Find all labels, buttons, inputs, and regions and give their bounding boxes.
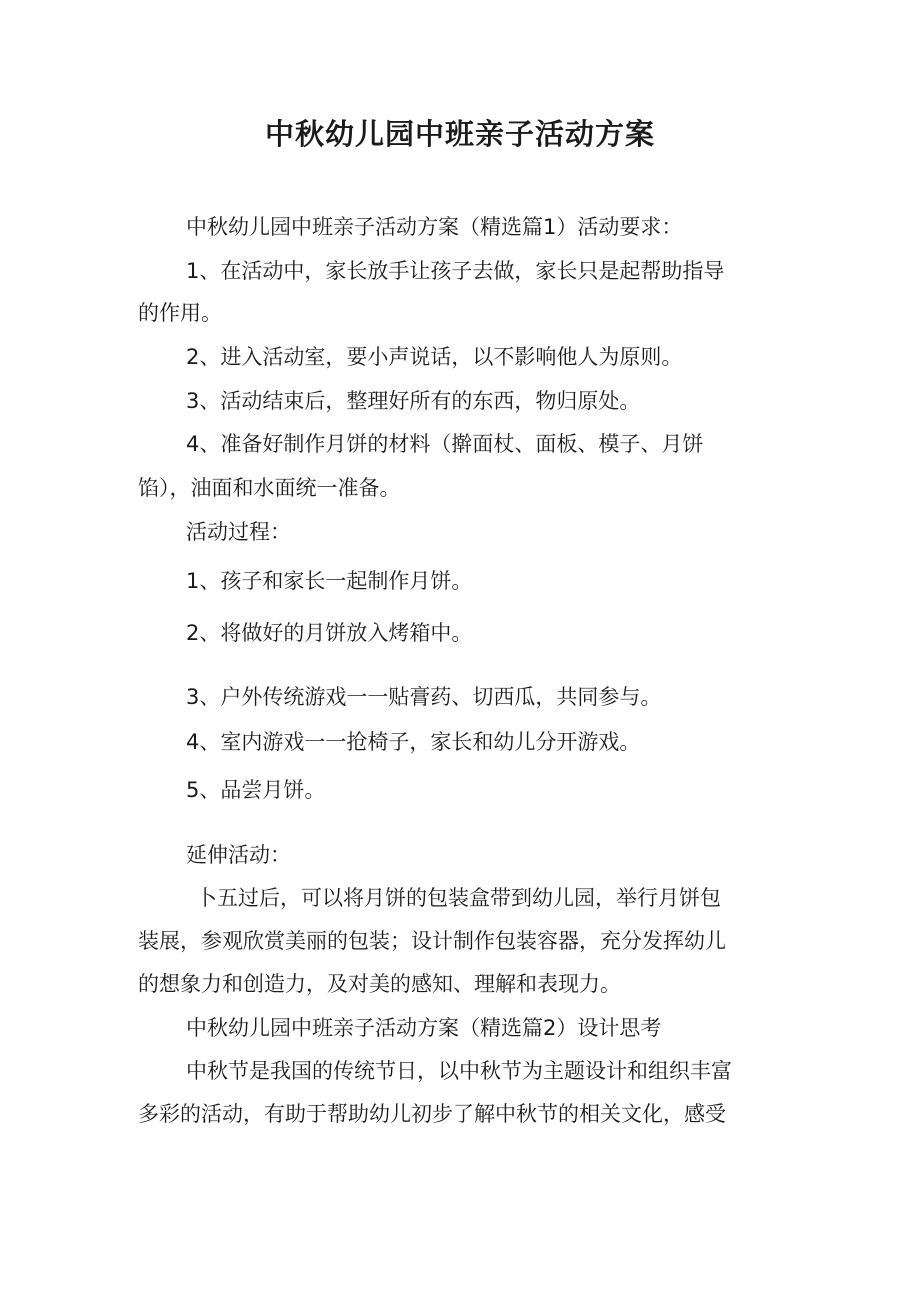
- paragraph-line: 馅），油面和水面统一准备。: [138, 476, 401, 500]
- paragraph-line: 卜五过后，可以将月饼的包装盒带到幼儿园，举行月饼包: [196, 886, 721, 910]
- paragraph-line: 1、孩子和家长一起制作月饼。: [186, 569, 473, 593]
- paragraph-line: 的想象力和创造力，及对美的感知、理解和表现力。: [138, 972, 621, 996]
- paragraph-line: 多彩的活动，有助于帮助幼儿初步了解中秋节的相关文化，感受: [138, 1102, 726, 1126]
- paragraph-line: 5、品尝月饼。: [186, 778, 326, 802]
- paragraph-line: 3、活动结束后，整理好所有的东西，物归原处。: [186, 389, 641, 413]
- paragraph-line: 的作用。: [138, 301, 222, 325]
- section-2-heading: 中秋幼儿园中班亲子活动方案（精选篇2）设计思考: [186, 1016, 662, 1040]
- section-1-heading: 中秋幼儿园中班亲子活动方案（精选篇1）活动要求：: [186, 215, 683, 239]
- paragraph-line: 4、准备好制作月饼的材料（擀面杖、面板、模子、月饼: [186, 432, 704, 456]
- paragraph-line: 2、进入活动室，要小声说话，以不影响他人为原则。: [186, 345, 683, 369]
- paragraph-line: 2、将做好的月饼放入烤箱中。: [186, 621, 473, 645]
- subheading-activity-process: 活动过程：: [186, 520, 291, 544]
- document-title: 中秋幼儿园中班亲子活动方案: [264, 117, 655, 151]
- paragraph-line: 3、户外传统游戏一一贴膏药、切西瓜，共同参与。: [186, 685, 662, 709]
- paragraph-line: 4、室内游戏一一抢椅子，家长和幼儿分开游戏。: [186, 730, 641, 754]
- paragraph-line: 1、在活动中，家长放手让孩子去做，家长只是起帮助指导: [186, 259, 725, 283]
- paragraph-line: 中秋节是我国的传统节日，以中秋节为主题设计和组织丰富: [186, 1059, 732, 1083]
- subheading-extension-activity: 延伸活动：: [186, 843, 291, 867]
- paragraph-line: 装展，参观欣赏美丽的包装；设计制作包装容器，充分发挥幼儿: [138, 929, 726, 953]
